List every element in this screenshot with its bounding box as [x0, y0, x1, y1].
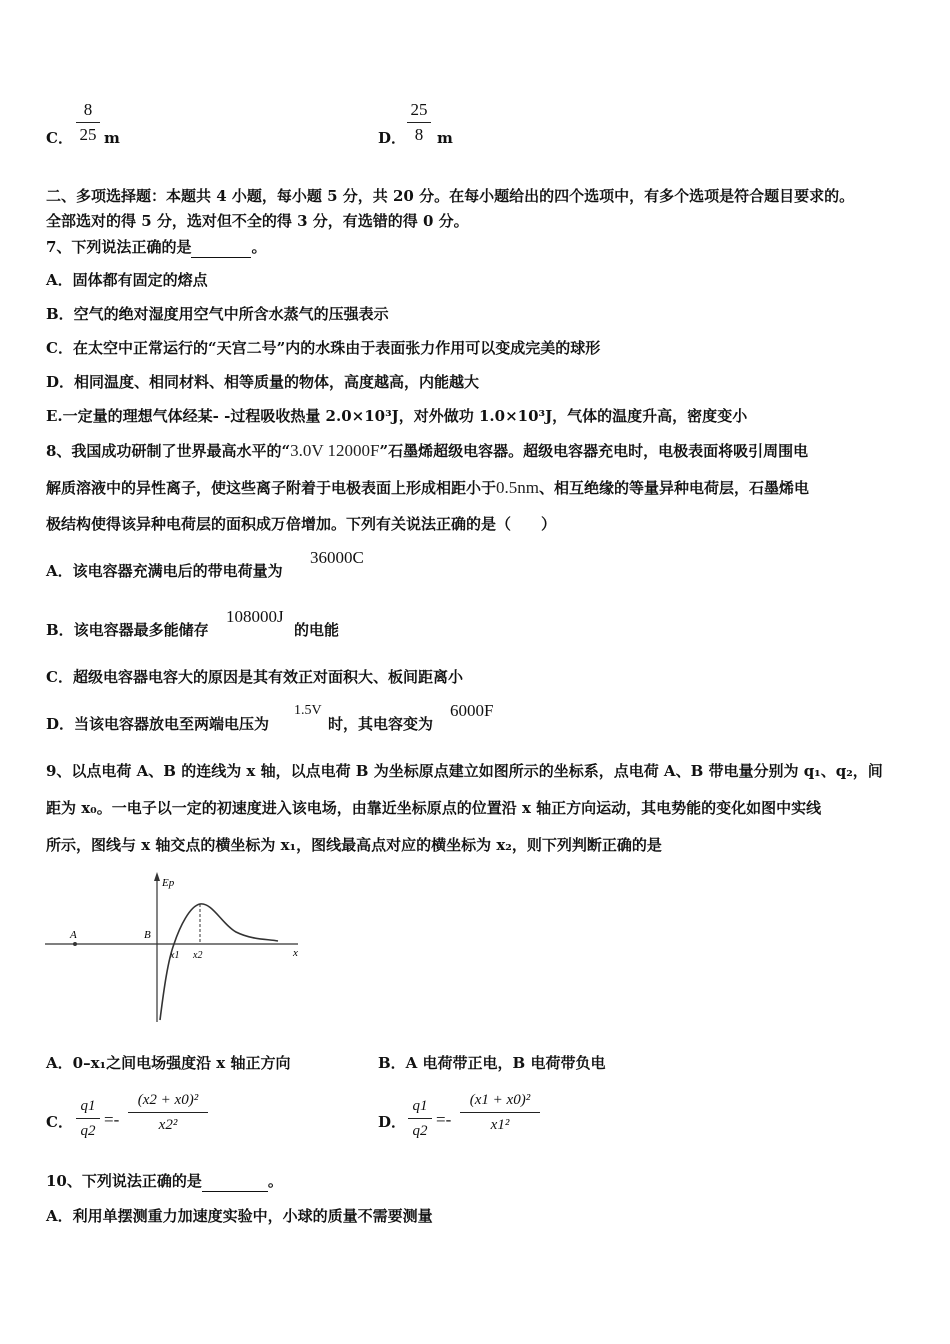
q9-option-d: D．: [378, 1113, 407, 1131]
q9-option-b: B．A 电荷带正电，B 电荷带负电: [378, 1054, 606, 1072]
fraction-denominator: 25: [79, 125, 97, 144]
q6-option-d-unit: m: [437, 129, 453, 147]
y-axis-label: Ep: [162, 877, 175, 889]
fraction-denominator: 8: [414, 125, 424, 144]
fraction-bar: [460, 1112, 540, 1113]
q8-option-d-math2: 6000F: [450, 701, 494, 720]
fraction-bar: [407, 122, 431, 123]
potential-energy-curve: [160, 904, 278, 1020]
q8-option-a: A．该电容器充满电后的带电荷量为: [46, 562, 283, 580]
option-label: C．: [46, 129, 73, 147]
q7-option-d: D．相同温度、相同材料、相等质量的物体，高度越高，内能越大: [46, 373, 480, 391]
stem-math: 0.5nm: [496, 478, 539, 497]
q9-stem-line1: 9、以点电荷 A、B 的连线为 x 轴，以点电荷 B 为坐标原点建立如图所示的坐标系，点电荷 A、B 带电量分别为 q₁、q₂，间: [46, 762, 883, 780]
fraction-denominator: q2: [412, 1123, 428, 1139]
point-b-label: B: [144, 929, 151, 941]
fraction-numerator: 25: [410, 100, 428, 119]
q7-option-c: C．在太空中正常运行的“天宫二号”内的水珠由于表面张力作用可以变成完美的球形: [46, 339, 601, 357]
question-text: 10、下列说法正确的是: [46, 1172, 202, 1190]
q8-option-d-mid: 时，其电容变为: [328, 715, 434, 733]
x-axis-label: x: [293, 947, 298, 959]
fraction-numerator: (x1 + x0)²: [469, 1092, 531, 1108]
stem-text: 解质溶液中的异性离子，使这些离子附着于电极表面上形成相距小于: [46, 479, 497, 497]
y-axis-arrow-icon: [154, 872, 160, 881]
q6-option-c-fraction: [76, 100, 100, 145]
question-text: 7、下列说法正确的是: [46, 238, 192, 256]
stem-text: 8、我国成功研制了世界最高水平的“: [46, 442, 291, 460]
option-label: D．: [378, 129, 407, 147]
question-end: 。: [251, 238, 267, 256]
q7-option-e: E.一定量的理想气体经某- -过程吸收热量 2.0×10³J，对外做功 1.0×10³J，气体的温度升高，密度变小: [46, 407, 748, 425]
q9-option-a: A．0–x₁之间电场强度沿 x 轴正方向: [46, 1054, 291, 1072]
q8-stem-line2: [46, 478, 809, 498]
q8-option-b-math: 108000J: [226, 607, 284, 626]
q8-option-b-end: 的电能: [294, 621, 340, 639]
stem-text: ”石墨烯超级电容器。超级电容器充电时，电极表面将吸引周围电: [379, 442, 809, 460]
q6-option-d-fraction: [407, 100, 431, 145]
q8-stem-line3: 极结构使得该异种电荷层的面积成万倍增加。下列有关说法正确的是（ ）: [46, 515, 557, 533]
q8-option-b: B．该电容器最多能储存: [46, 621, 209, 639]
answer-blank: [191, 237, 251, 258]
q9-option-c-equals: =-: [104, 1110, 120, 1129]
q9-option-c-rhs: [128, 1090, 208, 1135]
fraction-numerator: q1: [80, 1098, 96, 1114]
point-a-marker: [73, 942, 77, 946]
stem-math: 3.0V 12000F: [290, 441, 380, 460]
fraction-bar: [128, 1112, 208, 1113]
section-header-line2: 全部选对的得 5 分，选对但不全的得 3 分，有选错的得 0 分。: [46, 212, 469, 230]
fraction-numerator: (x2 + x0)²: [137, 1092, 199, 1108]
fraction-numerator: q1: [412, 1098, 428, 1114]
q9-potential-energy-graph: [40, 868, 310, 1028]
answer-blank: [202, 1171, 268, 1192]
q8-option-d: D．当该电容器放电至两端电压为: [46, 715, 270, 733]
q9-option-d-equals: =-: [436, 1110, 452, 1129]
fraction-denominator: x1²: [490, 1117, 510, 1133]
q6-option-c-unit: m: [104, 129, 120, 147]
q7-stem: [46, 237, 266, 258]
q8-option-d-math1: 1.5V: [294, 703, 322, 718]
q9-stem-line2: 距为 x₀。一电子以一定的初速度进入该电场，由靠近坐标原点的位置沿 x 轴正方向运动，其电势能的变化如图中实线: [46, 799, 822, 817]
q10-stem: [46, 1171, 283, 1192]
q8-option-a-math: 36000C: [310, 548, 364, 567]
fraction-bar: [408, 1118, 432, 1119]
q6-option-d: [378, 128, 406, 148]
fraction-numerator: 8: [83, 100, 93, 119]
section-header-line1: 二、多项选择题：本题共 4 小题，每小题 5 分，共 20 分。在每小题给出的四个选项中，有多个选项是符合题目要求的。: [46, 187, 855, 205]
q9-stem-line3: 所示，图线与 x 轴交点的横坐标为 x₁，图线最高点对应的横坐标为 x₂，则下列判断正确的是: [46, 836, 662, 854]
q9-option-d-rhs: [460, 1090, 540, 1135]
q10-option-a: A．利用单摆测重力加速度实验中，小球的质量不需要测量: [46, 1207, 433, 1225]
q8-option-c: C．超级电容器电容大的原因是其有效正对面积大、板间距离小: [46, 668, 463, 686]
x2-label: x2: [193, 950, 203, 961]
q8-stem-line1: [46, 441, 808, 461]
q6-option-c: [46, 128, 73, 148]
fraction-bar: [76, 1118, 100, 1119]
q7-option-a: A．固体都有固定的熔点: [46, 271, 208, 289]
stem-text: 、相互绝缘的等量异种电荷层，石墨烯电: [539, 479, 810, 497]
q9-option-c: C．: [46, 1113, 73, 1131]
fraction-bar: [76, 122, 100, 123]
q7-option-b: B．空气的绝对湿度用空气中所含水蒸气的压强表示: [46, 305, 389, 323]
question-end: 。: [267, 1172, 283, 1190]
fraction-denominator: q2: [80, 1123, 96, 1139]
fraction-denominator: x2²: [158, 1117, 178, 1133]
q9-option-c-lhs: [76, 1096, 100, 1141]
point-a-label: A: [70, 929, 77, 941]
x1-label: x1: [170, 950, 180, 961]
q9-option-d-lhs: [408, 1096, 432, 1141]
